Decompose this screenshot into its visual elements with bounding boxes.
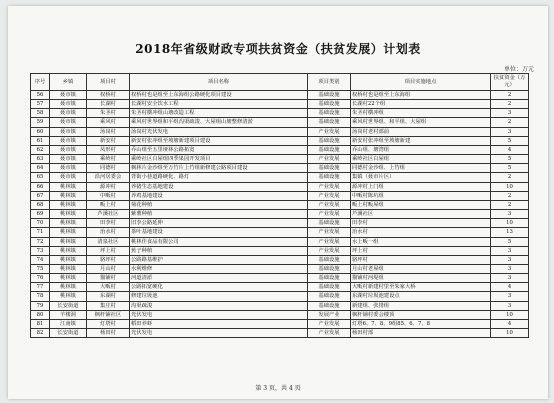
table-cell: 乔山组至五里垭林公路拓宽 bbox=[130, 145, 308, 154]
table-cell: 产业发展 bbox=[308, 155, 351, 164]
table-cell: 乘风村世界组和平组沟渠疏浚、大屋组山塘整修清淤 bbox=[130, 118, 308, 127]
table-cell: 猫铺村河堤组 bbox=[351, 274, 491, 283]
table-cell: 紫薯种植 bbox=[130, 210, 308, 219]
table-cell: 聂市镇 bbox=[50, 109, 87, 118]
table-cell: 中畈村陈坑组 bbox=[351, 191, 491, 200]
table-row bbox=[31, 155, 529, 164]
table-cell: 枫林片金沙组至万竹片上竹组新修建公路项目建设 bbox=[130, 164, 308, 173]
table-cell: 77 bbox=[31, 283, 50, 292]
table-row bbox=[31, 283, 529, 292]
unit-label: 单位：万元 bbox=[503, 66, 534, 73]
table-cell: 羊楼洞 bbox=[50, 310, 87, 319]
table-row bbox=[31, 219, 529, 228]
table-cell: 杨田村部 bbox=[351, 329, 491, 338]
table-cell: 月山村老屋组 bbox=[351, 264, 491, 273]
table-cell: 10 bbox=[491, 219, 529, 228]
table-row bbox=[31, 100, 529, 109]
table-cell: 畈上村畈屋组 bbox=[351, 200, 491, 209]
table-cell: 桃林镇 bbox=[50, 228, 87, 237]
table-cell: 乘岭社区白屋组 bbox=[351, 155, 491, 164]
table-cell: 57 bbox=[31, 100, 50, 109]
header-cell: 项目村 bbox=[87, 74, 130, 91]
table-cell: 3 bbox=[491, 255, 529, 264]
page-number: 第 3 页，共 4 页 bbox=[255, 385, 301, 392]
header-cell: 项目实施地点 bbox=[351, 74, 491, 91]
table-cell: 65 bbox=[31, 173, 50, 182]
table-cell: 长湖村22个组 bbox=[351, 100, 491, 109]
table-cell: 产业发展 bbox=[308, 210, 351, 219]
table-cell: 桃林镇 bbox=[50, 264, 87, 273]
table-cell: 聂市镇 bbox=[50, 145, 87, 154]
table-cell: 桃林镇 bbox=[50, 219, 87, 228]
table-row bbox=[31, 301, 529, 310]
table-cell: 桃林镇 bbox=[50, 246, 87, 255]
table-cell: 基础设施 bbox=[308, 164, 351, 173]
table-row bbox=[31, 292, 529, 301]
table-cell: 修建垃圾池 bbox=[130, 292, 308, 301]
table-cell: 4 bbox=[491, 145, 529, 154]
table-cell: 同德村 bbox=[87, 164, 130, 173]
table-row bbox=[31, 310, 529, 319]
table-cell: 80 bbox=[31, 310, 50, 319]
table-cell: 枫杆铺村委会楼顶 bbox=[351, 310, 491, 319]
table-cell: 养鸡基地建设 bbox=[130, 191, 308, 200]
table-cell: 养猪生态基地建设 bbox=[130, 182, 308, 191]
table-cell: 光伏发电 bbox=[130, 310, 308, 319]
table-row bbox=[31, 91, 529, 100]
table-cell: 67 bbox=[31, 191, 50, 200]
table-cell: 基础设施 bbox=[308, 292, 351, 301]
table-row bbox=[31, 173, 529, 182]
table-cell: 芦溪社区 bbox=[87, 210, 130, 219]
table-cell: 68 bbox=[31, 200, 50, 209]
table-cell: 大畈村新建村里至朱家大桥 bbox=[351, 283, 491, 292]
table-cell: 5 bbox=[491, 164, 529, 173]
table-row bbox=[31, 127, 529, 136]
table-cell: 产业发展 bbox=[308, 228, 351, 237]
table-cell: 基础设施 bbox=[308, 109, 351, 118]
table-cell: 田李村 bbox=[87, 219, 130, 228]
table-cell: 桃林镇 bbox=[50, 237, 87, 246]
table-cell: 乘风村世界组、和平组、大屋组 bbox=[351, 118, 491, 127]
table-cell: 东湖村垃圾池建设点 bbox=[351, 292, 491, 301]
table-cell: 基础设施 bbox=[308, 264, 351, 273]
table-header-row bbox=[31, 74, 529, 91]
table-row bbox=[31, 136, 529, 145]
table-cell: 聂市镇 bbox=[50, 173, 87, 182]
table-row bbox=[31, 145, 529, 154]
table-cell: 5 bbox=[491, 237, 529, 246]
table-cell: 聂市镇 bbox=[50, 91, 87, 100]
table-cell: 4 bbox=[491, 319, 529, 328]
table-cell: 基础设施 bbox=[308, 118, 351, 127]
table-cell: 畈上村 bbox=[87, 200, 130, 209]
table-cell: 灯塔村 bbox=[87, 319, 130, 328]
table-cell: 产业发展 bbox=[308, 191, 351, 200]
table-cell: 坪上村 bbox=[351, 246, 491, 255]
table-cell: 64 bbox=[31, 164, 50, 173]
table-cell: 桃林镇 bbox=[50, 191, 87, 200]
table-cell: 沿河居委会 bbox=[87, 173, 130, 182]
table-cell: 产业发展 bbox=[308, 237, 351, 246]
table-cell: 菊花种植 bbox=[130, 200, 308, 209]
table-cell: 汤岗村光伏发电 bbox=[130, 127, 308, 136]
table-cell: 3 bbox=[491, 109, 529, 118]
table-cell: 10 bbox=[491, 310, 529, 319]
table-row bbox=[31, 228, 529, 237]
table-cell: 73 bbox=[31, 246, 50, 255]
table-cell: 长安街道 bbox=[50, 329, 87, 338]
table-cell: 70 bbox=[31, 219, 50, 228]
table-row bbox=[31, 191, 529, 200]
table-cell: 聂市镇 bbox=[50, 155, 87, 164]
table-cell: 凤形村 bbox=[87, 145, 130, 154]
table-cell: 基础设施 bbox=[308, 173, 351, 182]
table-cell: 芦溪社区 bbox=[351, 210, 491, 219]
table-cell: 82 bbox=[31, 329, 50, 338]
table-cell: 汤岗村老村部前 bbox=[351, 127, 491, 136]
table-cell: 东湖村 bbox=[87, 292, 130, 301]
table-cell: 产业发展 bbox=[308, 319, 351, 328]
table-cell: 朱圣村 bbox=[87, 109, 130, 118]
header-cell: 项目类别 bbox=[308, 74, 351, 91]
table-cell: 74 bbox=[31, 255, 50, 264]
table-cell: 稻田养虾 bbox=[130, 319, 308, 328]
table-cell: 桃林佳食品有限公司 bbox=[130, 237, 308, 246]
table-cell: 3 bbox=[491, 127, 529, 136]
table-cell: 产业发展 bbox=[308, 329, 351, 338]
table-cell: 3 bbox=[491, 264, 529, 273]
table-cell: 2 bbox=[491, 173, 529, 182]
table-cell: 产业发展 bbox=[308, 127, 351, 136]
table-row bbox=[31, 182, 529, 191]
table-cell: 基础设施 bbox=[308, 145, 351, 154]
table-cell: 发展产业 bbox=[308, 310, 351, 319]
table-cell: 长湖村 bbox=[87, 100, 130, 109]
table-row bbox=[31, 329, 529, 338]
table-row bbox=[31, 164, 529, 173]
table-cell: 13 bbox=[491, 228, 529, 237]
table-cell: 朱圣村横冲组山塘改造工程 bbox=[130, 109, 308, 118]
table-cell: 69 bbox=[31, 210, 50, 219]
table-cell: 3 bbox=[491, 301, 529, 310]
table-cell: 中畈村 bbox=[87, 191, 130, 200]
table-cell: 源冲村上门组 bbox=[351, 182, 491, 191]
table-cell: 同德村金沙组、上竹组 bbox=[351, 164, 491, 173]
table-cell: 66 bbox=[31, 182, 50, 191]
table-cell: 集庄村 bbox=[87, 301, 130, 310]
table-cell: 杨田村 bbox=[87, 329, 130, 338]
table-cell: 聂市镇 bbox=[50, 100, 87, 109]
table-row bbox=[31, 237, 529, 246]
table-cell: 清泉社区 bbox=[87, 237, 130, 246]
table-cell: 2 bbox=[491, 191, 529, 200]
table-row bbox=[31, 255, 529, 264]
table-cell: 权桥村 bbox=[87, 91, 130, 100]
table-cell: 新安村张冲组至坡塘新建项目建设 bbox=[130, 136, 308, 145]
table-cell: 基础设施 bbox=[308, 219, 351, 228]
table-cell: 60 bbox=[31, 127, 50, 136]
table-cell: 乘岭村 bbox=[87, 155, 130, 164]
table-cell: 基础设施 bbox=[308, 274, 351, 283]
table-cell: 桃林镇 bbox=[50, 200, 87, 209]
document-title: 2018年省级财政专项扶贫资金（扶贫发展）计划表 bbox=[135, 42, 421, 56]
table-row bbox=[31, 246, 529, 255]
table-cell: 基础设施 bbox=[308, 301, 351, 310]
header-cell: 扶贫资金（万元） bbox=[491, 74, 529, 91]
table-cell: 3 bbox=[491, 246, 529, 255]
table-cell: 权桥村也是组至上东海组 bbox=[351, 91, 491, 100]
table-cell: 田李村 bbox=[351, 219, 491, 228]
table-cell: 源冲村 bbox=[87, 182, 130, 191]
table-cell: 78 bbox=[31, 292, 50, 301]
table-body bbox=[31, 91, 529, 338]
table-cell: 2 bbox=[491, 91, 529, 100]
table-cell: 集镇（聂市片区） bbox=[351, 173, 491, 182]
table-cell: 桃林镇 bbox=[50, 182, 87, 191]
table-cell: 桃林镇 bbox=[50, 255, 87, 264]
table-row bbox=[31, 319, 529, 328]
header-cell: 乡镇 bbox=[50, 74, 87, 91]
table-cell: 基础设施 bbox=[308, 255, 351, 264]
table-cell: 61 bbox=[31, 136, 50, 145]
table-cell: 4 bbox=[491, 283, 529, 292]
table-cell: 蕉子种植 bbox=[130, 246, 308, 255]
table-cell: 3 bbox=[491, 210, 529, 219]
table-cell: 权桥村也是组至上东海组公路硬化项目建设 bbox=[130, 91, 308, 100]
table-cell: 62 bbox=[31, 145, 50, 154]
table-row bbox=[31, 264, 529, 273]
table-cell: 骆坪村 bbox=[351, 255, 491, 264]
table-row bbox=[31, 210, 529, 219]
header-cell: 序号 bbox=[31, 74, 50, 91]
table-row bbox=[31, 109, 529, 118]
table-cell: 长安街道 bbox=[50, 301, 87, 310]
table-cell: 乔山组、塘湾组 bbox=[351, 145, 491, 154]
document-page bbox=[8, 6, 548, 399]
table-cell: 56 bbox=[31, 91, 50, 100]
table-cell: 3 bbox=[491, 274, 529, 283]
table-cell: 基础设施 bbox=[308, 91, 351, 100]
table-cell: 汤岗村 bbox=[87, 127, 130, 136]
table-cell: 公路拓宽硬化 bbox=[130, 283, 308, 292]
table-cell: 乘岭社区白屋组四季果园开发项目 bbox=[130, 155, 308, 164]
table-cell: 江南镇 bbox=[50, 319, 87, 328]
table-cell: 5 bbox=[491, 155, 529, 164]
table-cell: 基础设施 bbox=[308, 136, 351, 145]
table-cell: 聂市镇 bbox=[50, 164, 87, 173]
table-cell: 枫杆铺社区 bbox=[87, 310, 130, 319]
table-cell: 朱圣村横冲组 bbox=[351, 109, 491, 118]
table-cell: 旧李公路延伸 bbox=[130, 219, 308, 228]
table-cell: 背街小巷道路硬化、路灯 bbox=[130, 173, 308, 182]
table-cell: 灯塔6、7、8、9组85、6、7、8 bbox=[351, 319, 491, 328]
header-cell: 项目名称 bbox=[130, 74, 308, 91]
table-cell: 产业发展 bbox=[308, 246, 351, 255]
table-cell: 公路路基维护 bbox=[130, 255, 308, 264]
table-cell: 治水村 bbox=[87, 228, 130, 237]
table-cell: 河道清淤 bbox=[130, 274, 308, 283]
table-cell: 桃林镇 bbox=[50, 292, 87, 301]
table-cell: 72 bbox=[31, 237, 50, 246]
table-cell: 新安村张冲组至坡塘新建 bbox=[351, 136, 491, 145]
table-cell: 水上畈一组 bbox=[351, 237, 491, 246]
table-cell: 10 bbox=[491, 329, 529, 338]
table-cell: 新安村 bbox=[87, 136, 130, 145]
table-cell: 桃林镇 bbox=[50, 274, 87, 283]
table-cell: 71 bbox=[31, 228, 50, 237]
table-cell: 猫铺村 bbox=[87, 274, 130, 283]
table-cell: 基础设施 bbox=[308, 283, 351, 292]
table-cell: 产业发展 bbox=[308, 182, 351, 191]
table-cell: 2 bbox=[491, 200, 529, 209]
table-cell: 81 bbox=[31, 319, 50, 328]
table-cell: 58 bbox=[31, 109, 50, 118]
table-cell: 79 bbox=[31, 301, 50, 310]
table-cell: 长湖村安全饮水工程 bbox=[130, 100, 308, 109]
table-cell: 沟渠疏浚 bbox=[130, 301, 308, 310]
table-cell: 3 bbox=[491, 292, 529, 301]
table-cell: 桃林镇 bbox=[50, 210, 87, 219]
table-cell: 光伏发电 bbox=[130, 329, 308, 338]
table-cell: 聂市镇 bbox=[50, 127, 87, 136]
table-cell: 2 bbox=[491, 100, 529, 109]
table-cell: 桃林镇 bbox=[50, 283, 87, 292]
table-cell: 聂市镇 bbox=[50, 118, 87, 127]
table-cell: 大畈村 bbox=[87, 283, 130, 292]
table-cell: 2 bbox=[491, 118, 529, 127]
table-cell: 乘风村 bbox=[87, 118, 130, 127]
table-cell: 5 bbox=[491, 136, 529, 145]
table-cell: 基础设施 bbox=[308, 100, 351, 109]
table-cell: 治水村 bbox=[351, 228, 491, 237]
table-cell: 新建组、张排组 bbox=[351, 301, 491, 310]
funding-plan-table bbox=[30, 73, 529, 338]
table-cell: 63 bbox=[31, 155, 50, 164]
table-row bbox=[31, 118, 529, 127]
table-cell: 骆坪村 bbox=[87, 255, 130, 264]
table-cell: 59 bbox=[31, 118, 50, 127]
table-row bbox=[31, 200, 529, 209]
table-cell: 10 bbox=[491, 182, 529, 191]
table-cell: 75 bbox=[31, 264, 50, 273]
table-cell: 坪上村 bbox=[87, 246, 130, 255]
table-cell: 聂市镇 bbox=[50, 136, 87, 145]
table-row bbox=[31, 274, 529, 283]
table-cell: 月山村 bbox=[87, 264, 130, 273]
table-cell: 水利维修 bbox=[130, 264, 308, 273]
table-cell: 76 bbox=[31, 274, 50, 283]
table-cell: 产业发展 bbox=[308, 200, 351, 209]
table-cell: 茶叶基地建设 bbox=[130, 228, 308, 237]
